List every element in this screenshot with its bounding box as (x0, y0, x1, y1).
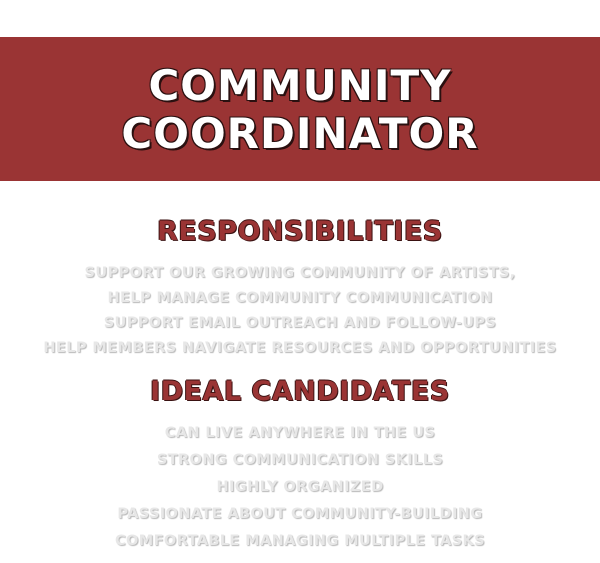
list-item: CAN LIVE ANYWHERE IN THE US (164, 425, 436, 441)
list-item: HELP MEMBERS NAVIGATE RESOURCES AND OPPORTUNITIES (43, 340, 557, 356)
list-item: SUPPORT EMAIL OUTREACH AND FOLLOW-UPS (103, 315, 497, 331)
responsibilities-list (0, 261, 600, 361)
ideal-candidates-heading: IDEAL CANDIDATES (150, 376, 450, 407)
list-item: HIGHLY ORGANIZED (216, 479, 384, 495)
list-item: COMFORTABLE MANAGING MULTIPLE TASKS (114, 533, 486, 549)
list-item: STRONG COMMUNICATION SKILLS (156, 452, 444, 468)
list-item: HELP MANAGE COMMUNITY COMMUNICATION (107, 290, 493, 306)
list-item: SUPPORT OUR GROWING COMMUNITY OF ARTISTS, (84, 265, 516, 281)
page-title-line-1: COMMUNITY (148, 61, 452, 110)
ideal-candidates-list (0, 420, 600, 555)
page-title (0, 62, 600, 158)
responsibilities-heading: RESPONSIBILITIES (157, 216, 443, 247)
list-item: PASSIONATE ABOUT COMMUNITY-BUILDING (117, 506, 483, 522)
page-title-line-2: COORDINATOR (121, 109, 479, 158)
